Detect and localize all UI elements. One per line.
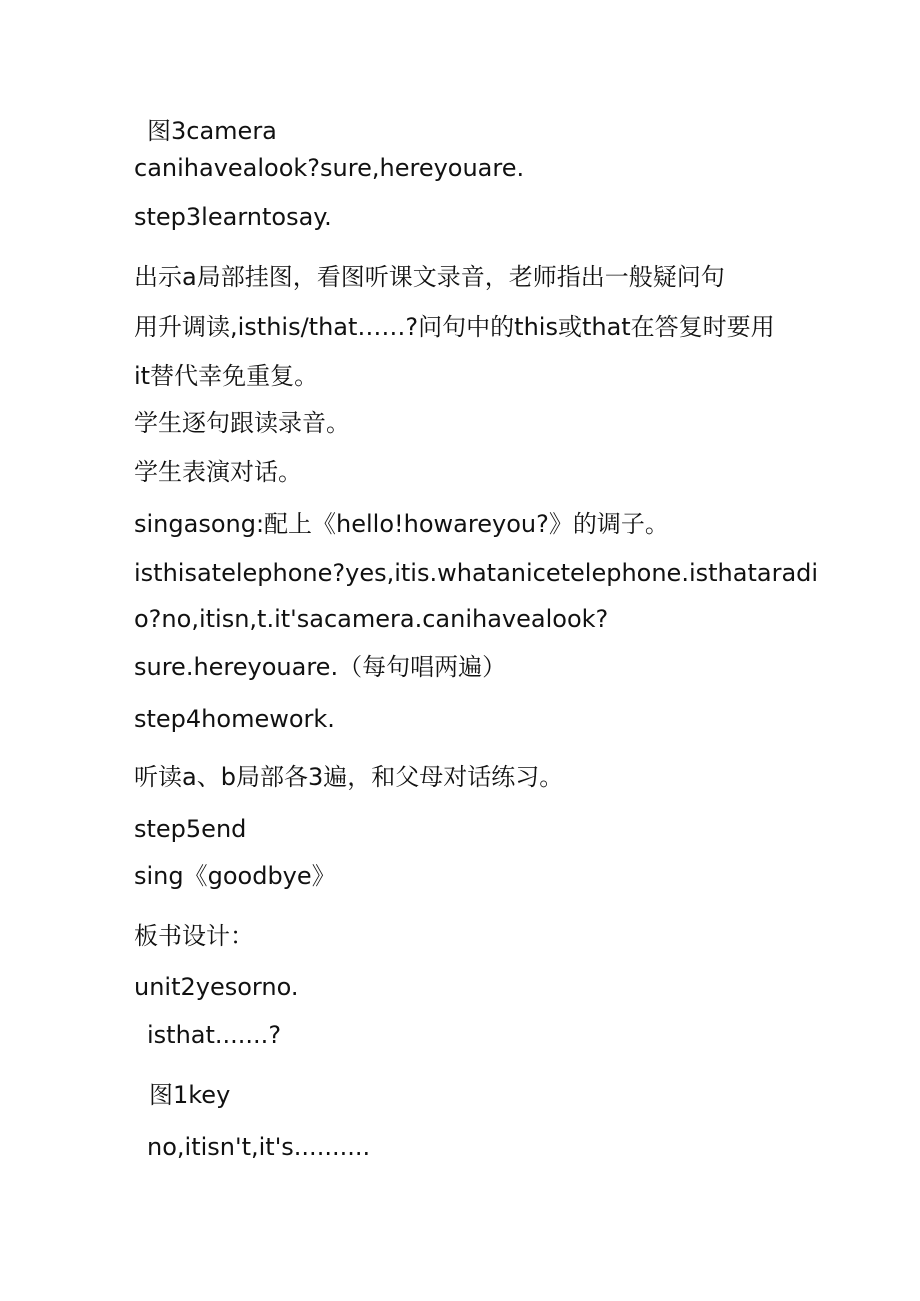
text-line: step4homework. (134, 705, 335, 733)
text-line: it替代幸免重复。 (134, 362, 319, 390)
text-line: 学生逐句跟读录音。 (134, 409, 350, 437)
text-line: 用升调读,isthis/that……?问句中的this或that在答复时要用 (134, 313, 775, 341)
text-line: sing《goodbye》 (134, 862, 336, 890)
text-line: no,itisn't,it's.......... (147, 1133, 371, 1161)
text-line: 图1key (149, 1081, 231, 1109)
text-line: step5end (134, 815, 247, 843)
text-line: isthisatelephone?yes,itis.whatanicetelephone.isthataradi (134, 559, 819, 587)
text-line: singasong:配上《hello!howareyou?》的调子。 (134, 510, 669, 538)
text-line: 板书设计： (134, 922, 254, 950)
text-line: 听读a、b局部各3遍，和父母对话练习。 (134, 763, 564, 791)
text-line: unit2yesorno. (134, 973, 299, 1001)
text-line: sure.hereyouare.（每句唱两遍） (134, 653, 507, 681)
text-line: isthat.......? (147, 1021, 282, 1049)
text-line: o?no,itisn,t.it'sacamera.canihavealook? (134, 605, 609, 633)
text-line: step3learntosay. (134, 203, 332, 231)
text-line: 出示a局部挂图，看图听课文录音，老师指出一般疑问句 (134, 263, 725, 291)
text-line: 学生表演对话。 (134, 458, 302, 486)
text-line: 图3camera (147, 117, 277, 145)
text-line: canihavealook?sure,hereyouare. (134, 154, 525, 182)
